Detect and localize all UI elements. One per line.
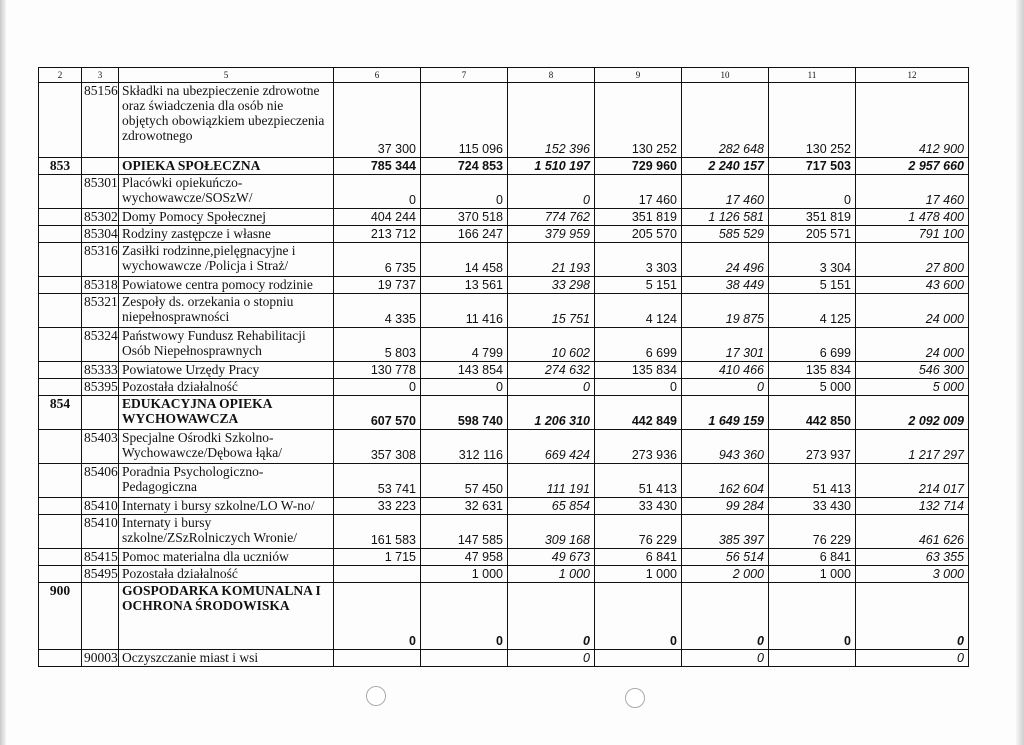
amount-cell: 5 151 xyxy=(769,277,856,294)
amount-cell: 717 503 xyxy=(769,158,856,175)
amount-cell: 37 300 xyxy=(334,83,421,158)
rozdzial-code-cell: 90003 xyxy=(82,650,119,667)
rozdzial-code-cell: 85495 xyxy=(82,566,119,583)
amount-cell: 6 841 xyxy=(595,549,682,566)
amount-cell: 32 631 xyxy=(421,498,508,515)
amount-cell: 0 xyxy=(682,650,769,667)
amount-cell: 379 959 xyxy=(508,226,595,243)
dzial-code-cell xyxy=(39,430,82,464)
amount-cell: 17 301 xyxy=(682,328,769,362)
table-row xyxy=(39,566,969,583)
description-cell: OPIEKA SPOŁECZNA xyxy=(119,158,334,175)
amount-cell: 3 303 xyxy=(595,243,682,277)
description-cell: EDUKACYJNA OPIEKA WYCHOWAWCZA xyxy=(119,396,334,430)
amount-cell: 4 799 xyxy=(421,328,508,362)
description-cell: Składki na ubezpieczenie zdrowotne oraz świadczenia dla osób nie objętych obowiązkiem ubezpieczenia zdrowotnego xyxy=(119,83,334,158)
amount-cell: 205 571 xyxy=(769,226,856,243)
amount-cell: 273 936 xyxy=(595,430,682,464)
amount-cell: 24 000 xyxy=(856,328,969,362)
description-cell: Placówki opiekuńczo-wychowawcze/SOSzW/ xyxy=(119,175,334,209)
description-cell: GOSPODARKA KOMUNALNA I OCHRONA ŚRODOWISKA xyxy=(119,583,334,650)
rozdzial-code-cell xyxy=(82,396,119,430)
amount-cell: 99 284 xyxy=(682,498,769,515)
amount-cell: 130 252 xyxy=(769,83,856,158)
amount-cell: 132 714 xyxy=(856,498,969,515)
table-row xyxy=(39,209,969,226)
amount-cell: 33 298 xyxy=(508,277,595,294)
table-row xyxy=(39,650,969,667)
table-row xyxy=(39,294,969,328)
amount-cell: 0 xyxy=(682,379,769,396)
amount-cell xyxy=(595,650,682,667)
rozdzial-code-cell: 85156 xyxy=(82,83,119,158)
amount-cell: 442 849 xyxy=(595,396,682,430)
amount-cell xyxy=(769,650,856,667)
amount-cell: 669 424 xyxy=(508,430,595,464)
description-cell: Pozostała działalność xyxy=(119,379,334,396)
budget-table-body xyxy=(39,68,969,667)
amount-cell: 76 229 xyxy=(595,515,682,549)
amount-cell: 51 413 xyxy=(595,464,682,498)
dzial-code-cell xyxy=(39,549,82,566)
amount-cell: 5 000 xyxy=(856,379,969,396)
amount-cell: 130 778 xyxy=(334,362,421,379)
amount-cell: 4 335 xyxy=(334,294,421,328)
amount-cell: 0 xyxy=(682,583,769,650)
rozdzial-code-cell: 85395 xyxy=(82,379,119,396)
amount-cell: 0 xyxy=(421,175,508,209)
amount-cell: 130 252 xyxy=(595,83,682,158)
header-cell: 10 xyxy=(682,68,769,83)
amount-cell: 17 460 xyxy=(595,175,682,209)
table-row xyxy=(39,430,969,464)
amount-cell: 43 600 xyxy=(856,277,969,294)
amount-cell: 33 430 xyxy=(595,498,682,515)
amount-cell: 19 875 xyxy=(682,294,769,328)
amount-cell: 63 355 xyxy=(856,549,969,566)
amount-cell: 6 699 xyxy=(595,328,682,362)
amount-cell: 312 116 xyxy=(421,430,508,464)
rozdzial-code-cell: 85316 xyxy=(82,243,119,277)
amount-cell: 442 850 xyxy=(769,396,856,430)
amount-cell: 115 096 xyxy=(421,83,508,158)
section-total-row xyxy=(39,583,969,650)
table-row xyxy=(39,498,969,515)
amount-cell: 0 xyxy=(508,379,595,396)
amount-cell: 135 834 xyxy=(769,362,856,379)
amount-cell: 214 017 xyxy=(856,464,969,498)
description-cell: Rodziny zastępcze i własne xyxy=(119,226,334,243)
amount-cell: 0 xyxy=(334,175,421,209)
amount-cell: 11 416 xyxy=(421,294,508,328)
amount-cell: 0 xyxy=(508,583,595,650)
dzial-code-cell xyxy=(39,498,82,515)
amount-cell: 135 834 xyxy=(595,362,682,379)
amount-cell: 412 900 xyxy=(856,83,969,158)
amount-cell: 166 247 xyxy=(421,226,508,243)
description-cell: Zespoły ds. orzekania o stopniu niepełnosprawności xyxy=(119,294,334,328)
amount-cell: 351 819 xyxy=(769,209,856,226)
amount-cell: 791 100 xyxy=(856,226,969,243)
amount-cell: 15 751 xyxy=(508,294,595,328)
dzial-code-cell xyxy=(39,328,82,362)
rozdzial-code-cell xyxy=(82,158,119,175)
amount-cell: 0 xyxy=(595,583,682,650)
amount-cell: 213 712 xyxy=(334,226,421,243)
amount-cell: 1 000 xyxy=(421,566,508,583)
amount-cell: 0 xyxy=(421,379,508,396)
section-total-row xyxy=(39,158,969,175)
dzial-code-cell xyxy=(39,362,82,379)
header-cell: 6 xyxy=(334,68,421,83)
table-row xyxy=(39,362,969,379)
amount-cell: 65 854 xyxy=(508,498,595,515)
amount-cell: 410 466 xyxy=(682,362,769,379)
dzial-code-cell xyxy=(39,566,82,583)
description-cell: Poradnia Psychologiczno-Pedagogiczna xyxy=(119,464,334,498)
dzial-code-cell xyxy=(39,243,82,277)
amount-cell: 17 460 xyxy=(682,175,769,209)
table-row xyxy=(39,277,969,294)
amount-cell: 2 957 660 xyxy=(856,158,969,175)
dzial-code-cell: 853 xyxy=(39,158,82,175)
rozdzial-code-cell: 85410 xyxy=(82,515,119,549)
table-row xyxy=(39,464,969,498)
amount-cell: 2 092 009 xyxy=(856,396,969,430)
amount-cell: 10 602 xyxy=(508,328,595,362)
amount-cell: 370 518 xyxy=(421,209,508,226)
amount-cell: 4 124 xyxy=(595,294,682,328)
rozdzial-code-cell: 85415 xyxy=(82,549,119,566)
amount-cell: 21 193 xyxy=(508,243,595,277)
amount-cell: 5 151 xyxy=(595,277,682,294)
dzial-code-cell xyxy=(39,650,82,667)
header-cell: 11 xyxy=(769,68,856,83)
amount-cell: 33 223 xyxy=(334,498,421,515)
punch-hole-mark xyxy=(366,686,386,706)
amount-cell: 53 741 xyxy=(334,464,421,498)
amount-cell: 385 397 xyxy=(682,515,769,549)
amount-cell: 3 000 xyxy=(856,566,969,583)
dzial-code-cell xyxy=(39,515,82,549)
amount-cell: 0 xyxy=(508,175,595,209)
amount-cell: 6 841 xyxy=(769,549,856,566)
amount-cell: 33 430 xyxy=(769,498,856,515)
amount-cell: 598 740 xyxy=(421,396,508,430)
table-row xyxy=(39,243,969,277)
amount-cell xyxy=(421,650,508,667)
description-cell: Specjalne Ośrodki Szkolno-Wychowawcze/Dębowa łąka/ xyxy=(119,430,334,464)
amount-cell: 162 604 xyxy=(682,464,769,498)
amount-cell: 0 xyxy=(421,583,508,650)
amount-cell: 546 300 xyxy=(856,362,969,379)
rozdzial-code-cell: 85406 xyxy=(82,464,119,498)
dzial-code-cell xyxy=(39,83,82,158)
amount-cell: 111 191 xyxy=(508,464,595,498)
amount-cell: 13 561 xyxy=(421,277,508,294)
amount-cell: 17 460 xyxy=(856,175,969,209)
dzial-code-cell: 900 xyxy=(39,583,82,650)
page-left-edge xyxy=(0,0,6,745)
amount-cell: 6 735 xyxy=(334,243,421,277)
amount-cell: 274 632 xyxy=(508,362,595,379)
header-cell: 9 xyxy=(595,68,682,83)
amount-cell: 1 000 xyxy=(595,566,682,583)
amount-cell: 1 715 xyxy=(334,549,421,566)
amount-cell: 1 510 197 xyxy=(508,158,595,175)
amount-cell: 461 626 xyxy=(856,515,969,549)
amount-cell: 49 673 xyxy=(508,549,595,566)
amount-cell: 5 803 xyxy=(334,328,421,362)
amount-cell: 943 360 xyxy=(682,430,769,464)
amount-cell: 1 000 xyxy=(769,566,856,583)
amount-cell: 309 168 xyxy=(508,515,595,549)
amount-cell: 4 125 xyxy=(769,294,856,328)
amount-cell: 0 xyxy=(769,175,856,209)
amount-cell: 56 514 xyxy=(682,549,769,566)
description-cell: Państwowy Fundusz Rehabilitacji Osób Niepełnosprawnych xyxy=(119,328,334,362)
amount-cell: 14 458 xyxy=(421,243,508,277)
amount-cell: 5 000 xyxy=(769,379,856,396)
amount-cell: 143 854 xyxy=(421,362,508,379)
amount-cell: 0 xyxy=(769,583,856,650)
amount-cell: 24 496 xyxy=(682,243,769,277)
rozdzial-code-cell: 85321 xyxy=(82,294,119,328)
amount-cell: 57 450 xyxy=(421,464,508,498)
amount-cell: 161 583 xyxy=(334,515,421,549)
section-total-row xyxy=(39,396,969,430)
amount-cell: 6 699 xyxy=(769,328,856,362)
amount-cell: 27 800 xyxy=(856,243,969,277)
amount-cell: 0 xyxy=(595,379,682,396)
amount-cell: 404 244 xyxy=(334,209,421,226)
table-row xyxy=(39,83,969,158)
rozdzial-code-cell: 85302 xyxy=(82,209,119,226)
amount-cell: 1 649 159 xyxy=(682,396,769,430)
description-cell: Oczyszczanie miast i wsi xyxy=(119,650,334,667)
rozdzial-code-cell: 85403 xyxy=(82,430,119,464)
amount-cell: 0 xyxy=(334,583,421,650)
header-cell: 5 xyxy=(119,68,334,83)
amount-cell: 19 737 xyxy=(334,277,421,294)
dzial-code-cell xyxy=(39,379,82,396)
amount-cell: 1 478 400 xyxy=(856,209,969,226)
header-cell: 8 xyxy=(508,68,595,83)
table-row xyxy=(39,328,969,362)
punch-hole-mark xyxy=(625,688,645,708)
table-row xyxy=(39,549,969,566)
description-cell: Internaty i bursy szkolne/LO W-no/ xyxy=(119,498,334,515)
amount-cell: 147 585 xyxy=(421,515,508,549)
amount-cell: 1 000 xyxy=(508,566,595,583)
dzial-code-cell xyxy=(39,209,82,226)
dzial-code-cell xyxy=(39,277,82,294)
amount-cell: 3 304 xyxy=(769,243,856,277)
amount-cell: 774 762 xyxy=(508,209,595,226)
amount-cell: 0 xyxy=(856,583,969,650)
amount-cell: 152 396 xyxy=(508,83,595,158)
dzial-code-cell: 854 xyxy=(39,396,82,430)
table-row xyxy=(39,379,969,396)
rozdzial-code-cell: 85324 xyxy=(82,328,119,362)
dzial-code-cell xyxy=(39,175,82,209)
amount-cell: 607 570 xyxy=(334,396,421,430)
amount-cell: 0 xyxy=(856,650,969,667)
header-cell: 3 xyxy=(82,68,119,83)
rozdzial-code-cell: 85304 xyxy=(82,226,119,243)
amount-cell: 785 344 xyxy=(334,158,421,175)
description-cell: Pozostała działalność xyxy=(119,566,334,583)
header-cell: 7 xyxy=(421,68,508,83)
amount-cell: 1 217 297 xyxy=(856,430,969,464)
amount-cell: 282 648 xyxy=(682,83,769,158)
table-row xyxy=(39,226,969,243)
amount-cell: 205 570 xyxy=(595,226,682,243)
column-number-header-row xyxy=(39,68,969,83)
amount-cell: 76 229 xyxy=(769,515,856,549)
table-row xyxy=(39,515,969,549)
amount-cell: 351 819 xyxy=(595,209,682,226)
amount-cell: 47 958 xyxy=(421,549,508,566)
dzial-code-cell xyxy=(39,294,82,328)
amount-cell: 357 308 xyxy=(334,430,421,464)
amount-cell: 2 000 xyxy=(682,566,769,583)
page-right-edge xyxy=(1016,0,1024,745)
header-cell: 2 xyxy=(39,68,82,83)
amount-cell xyxy=(334,650,421,667)
description-cell: Zasiłki rodzinne,pielęgnacyjne i wychowawcze /Policja i Straż/ xyxy=(119,243,334,277)
description-cell: Domy Pomocy Społecznej xyxy=(119,209,334,226)
rozdzial-code-cell: 85318 xyxy=(82,277,119,294)
description-cell: Internaty i bursy szkolne/ZSzRolniczych Wronie/ xyxy=(119,515,334,549)
table-row xyxy=(39,175,969,209)
description-cell: Pomoc materialna dla uczniów xyxy=(119,549,334,566)
amount-cell: 51 413 xyxy=(769,464,856,498)
rozdzial-code-cell: 85333 xyxy=(82,362,119,379)
header-cell: 12 xyxy=(856,68,969,83)
dzial-code-cell xyxy=(39,226,82,243)
amount-cell: 24 000 xyxy=(856,294,969,328)
rozdzial-code-cell: 85410 xyxy=(82,498,119,515)
dzial-code-cell xyxy=(39,464,82,498)
amount-cell: 729 960 xyxy=(595,158,682,175)
rozdzial-code-cell xyxy=(82,583,119,650)
amount-cell: 1 206 310 xyxy=(508,396,595,430)
amount-cell: 585 529 xyxy=(682,226,769,243)
amount-cell: 0 xyxy=(508,650,595,667)
amount-cell: 2 240 157 xyxy=(682,158,769,175)
budget-table xyxy=(38,67,969,667)
amount-cell: 273 937 xyxy=(769,430,856,464)
description-cell: Powiatowe Urzędy Pracy xyxy=(119,362,334,379)
amount-cell: 38 449 xyxy=(682,277,769,294)
rozdzial-code-cell: 85301 xyxy=(82,175,119,209)
amount-cell: 1 126 581 xyxy=(682,209,769,226)
amount-cell: 0 xyxy=(334,379,421,396)
amount-cell: 724 853 xyxy=(421,158,508,175)
amount-cell xyxy=(334,566,421,583)
description-cell: Powiatowe centra pomocy rodzinie xyxy=(119,277,334,294)
